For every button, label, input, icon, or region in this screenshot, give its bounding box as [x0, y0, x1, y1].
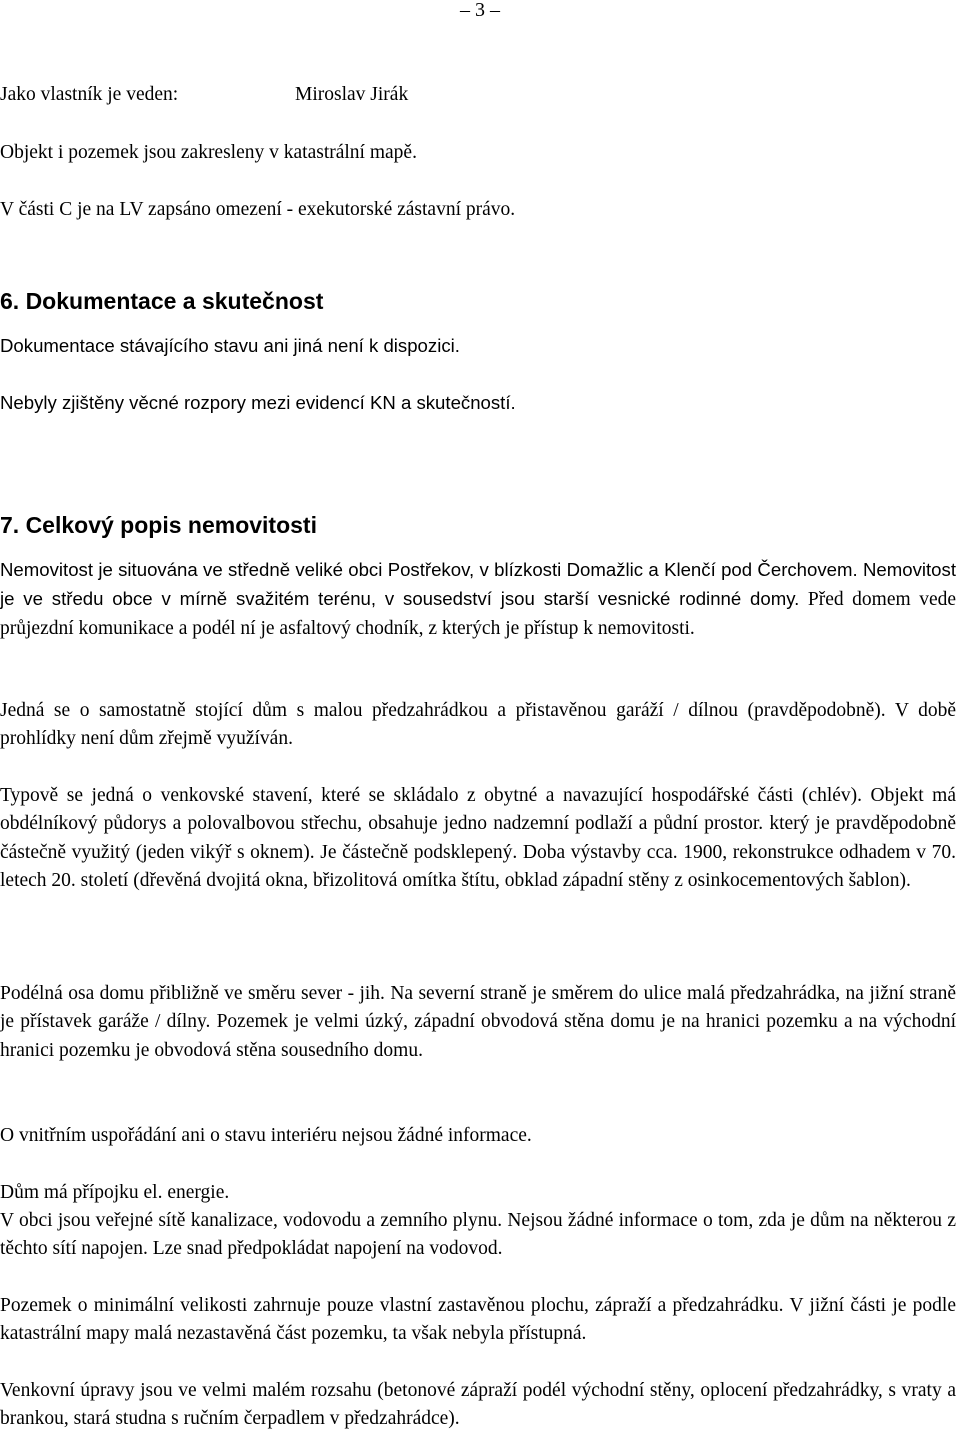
- paragraph-serif-part: Před domem vede průjezdní komunikace a podél ní je asfaltový chodník, z kterých je přístup k nemovitosti.: [0, 589, 957, 639]
- paragraph: Venkovní úpravy jsou ve velmi malém rozsahu (betonové zápraží podél východní stěny, oplocení předzahrádky, s vraty a brankou, stará studna s ručním čerpadlem v předzahrádce).: [0, 1380, 956, 1430]
- text-line: V části C je na LV zapsáno omezení - exekutorské zástavní právo.: [0, 199, 516, 220]
- paragraph: Typově se jedná o venkovské stavení, které se skládalo z obytné a navazující hospodářské části (chlév). Objekt má obdélníkový půdorys a polovalbovou střechu, obsahuje jedno nadzemní podlaží a půdní prostor. který je pravděpodobně částečně využitý (jeden vikýř s oknem). Je částečně podsklepený. Doba výstavby cca. 1900, rekonstrukce odhadem v 70. letech 20. století (dřevěná dvojitá okna, břizolitová omítka štítu, obklad západní stěny z osinkocementových šablon).: [0, 785, 956, 892]
- paragraph: Jedná se o samostatně stojící dům s malou předzahrádkou a přistavěnou garáží / dílnou (pravděpodobně). V době prohlídky není dům zřejmě využíván.: [0, 700, 956, 750]
- paragraph: Podélná osa domu přibližně ve směru sever - jih. Na severní straně je směrem do ulice malá předzahrádka, na jižní straně je přístavek garáže / dílny. Pozemek je velmi úzký, západní obvodová stěna domu je na hranici pozemku a na východní hranici pozemku je obvodová stěna sousedního domu.: [0, 983, 956, 1061]
- owner-line: [0, 83, 408, 107]
- section-6-heading: 6. Dokumentace a skutečnost: [0, 288, 324, 314]
- page-number: – 3 –: [460, 0, 500, 21]
- text-line: Nebyly zjištěny věcné rozpory mezi evidencí KN a skutečností.: [0, 392, 516, 413]
- paragraph: Dům má přípojku el. energie.: [0, 1182, 230, 1203]
- owner-label: Jako vlastník je veden:: [0, 84, 179, 105]
- section-7-heading: 7. Celkový popis nemovitosti: [0, 512, 317, 538]
- paragraph: O vnitřním uspořádání ani o stavu interiéru nejsou žádné informace.: [0, 1125, 532, 1146]
- paragraph-sans-part: Nemovitost je situována ve středně veliké obci Postřekov, v blízkosti Domažlic a Klenčí pod Čerchovem. Nemovitost je ve středu obce v mírně svažitém terénu, v sousedství jsou starší vesnické rodinné domy.: [0, 559, 956, 610]
- text-line: Dokumentace stávajícího stavu ani jiná není k dispozici.: [0, 335, 460, 356]
- paragraph: Pozemek o minimální velikosti zahrnuje pouze vlastní zastavěnou plochu, zápraží a předzahrádku. V jižní části je podle katastrální mapy malá nezastavěná část pozemku, ta však nebyla přístupná.: [0, 1295, 956, 1345]
- text-line: Objekt i pozemek jsou zakresleny v katastrální mapě.: [0, 142, 417, 163]
- owner-value: Miroslav Jirák: [295, 84, 409, 105]
- paragraph: [0, 556, 956, 643]
- paragraph: V obci jsou veřejné sítě kanalizace, vodovodu a zemního plynu. Nejsou žádné informace o tom, zda je dům na některou z těchto sítí napojen. Lze snad předpokládat napojení na vodovod.: [0, 1210, 956, 1260]
